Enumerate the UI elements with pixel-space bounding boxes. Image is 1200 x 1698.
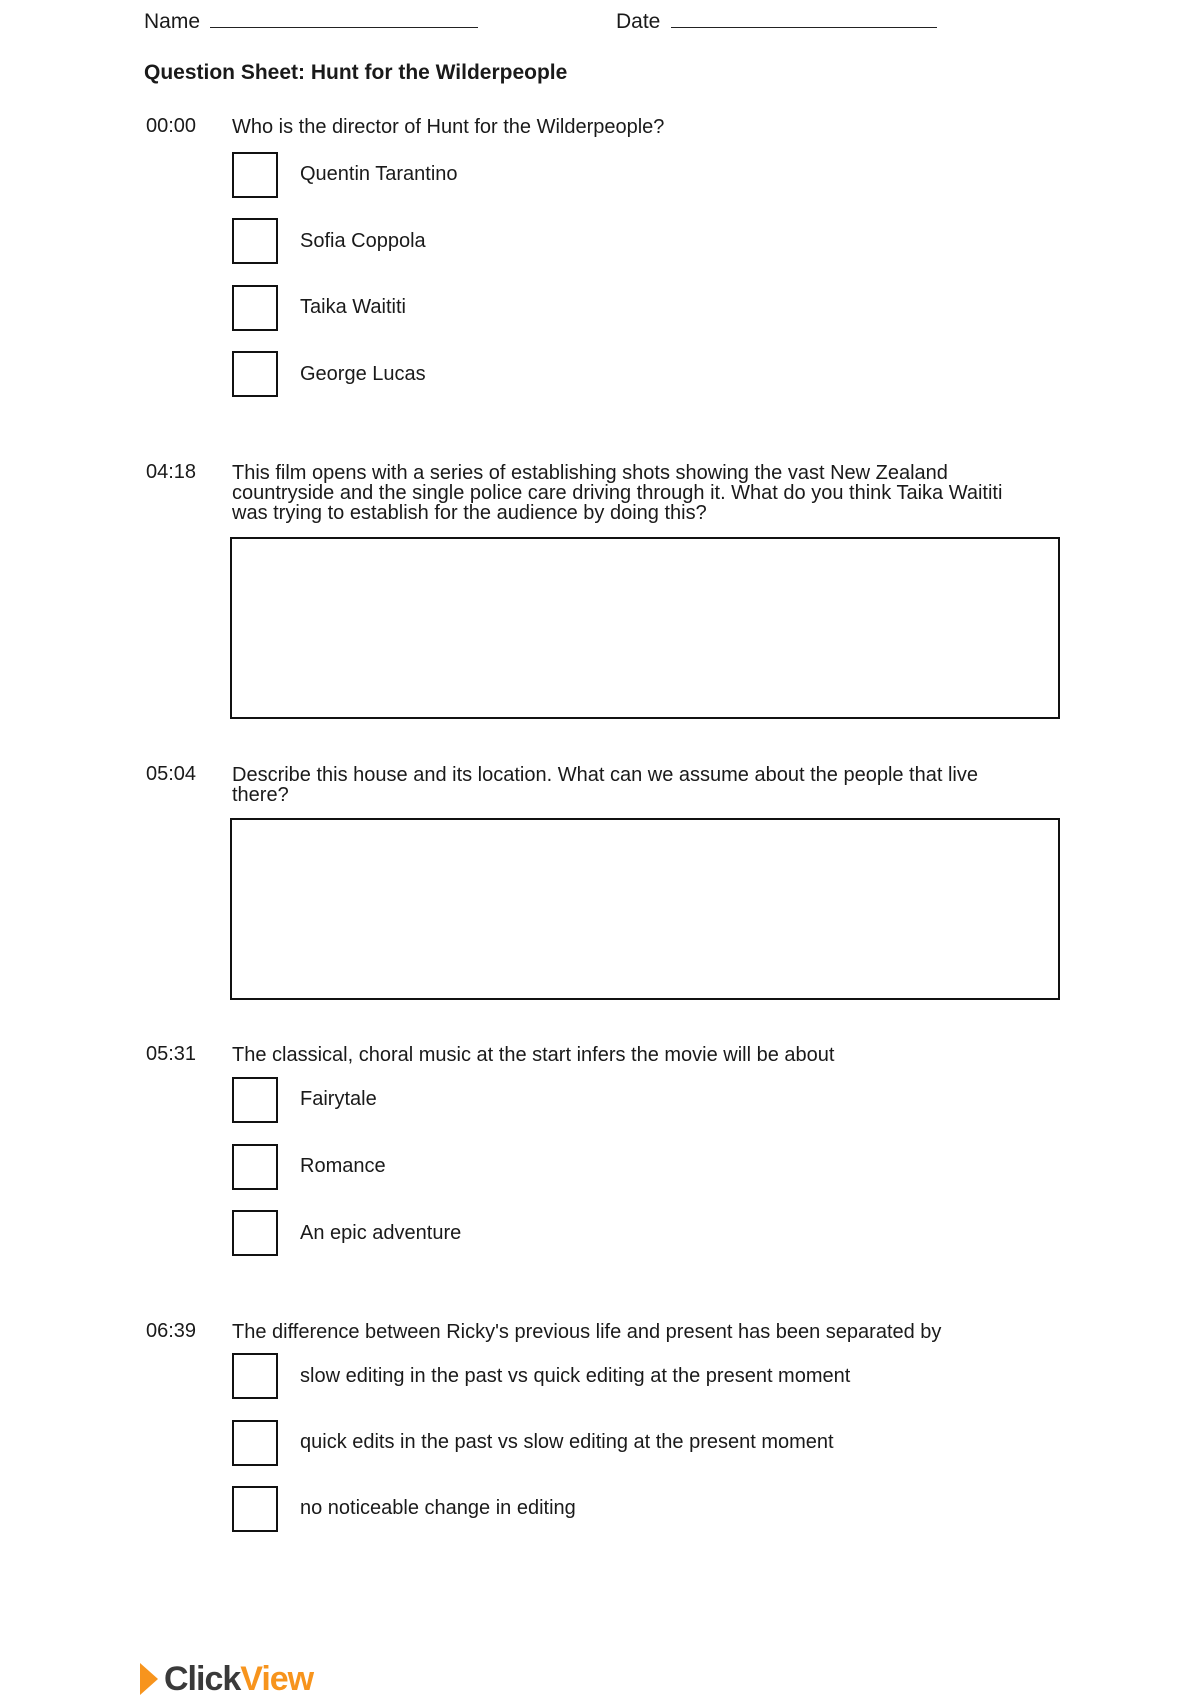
option-label: Sofia Coppola (300, 230, 426, 252)
option-label: Taika Waititi (300, 296, 406, 318)
name-line[interactable] (210, 26, 478, 28)
clickview-logo (140, 1662, 313, 1696)
option-label: George Lucas (300, 363, 426, 385)
logo-text-view: View (240, 1660, 314, 1698)
checkbox[interactable] (232, 351, 278, 397)
date-label: Date (616, 10, 661, 33)
question-line: there? (232, 784, 289, 806)
name-field[interactable] (144, 10, 478, 34)
checkbox[interactable] (232, 152, 278, 198)
checkbox[interactable] (232, 285, 278, 331)
question-line: countryside and the single police care driving through it. What do you think Taika Waititi (232, 482, 1003, 504)
question-text: The classical, choral music at the start infers the movie will be about (232, 1044, 835, 1066)
option-label: slow editing in the past vs quick editing at the present moment (300, 1365, 851, 1387)
question-text (232, 463, 1002, 523)
timestamp: 05:04 (146, 763, 197, 785)
play-triangle-icon (140, 1663, 158, 1695)
checkbox[interactable] (232, 1210, 278, 1256)
question-text: Who is the director of Hunt for the Wilderpeople? (232, 116, 665, 138)
name-label: Name (144, 10, 201, 33)
option-label: An epic adventure (300, 1222, 462, 1244)
answer-box[interactable] (230, 818, 1060, 1000)
question-line: Describe this house and its location. What can we assume about the people that live (232, 764, 978, 786)
checkbox[interactable] (232, 1353, 278, 1399)
option-label: quick edits in the past vs slow editing at the present moment (300, 1431, 834, 1453)
timestamp: 05:31 (146, 1043, 197, 1065)
answer-box[interactable] (230, 537, 1060, 719)
option-label: no noticeable change in editing (300, 1497, 576, 1519)
timestamp: 06:39 (146, 1320, 197, 1342)
checkbox[interactable] (232, 1420, 278, 1466)
checkbox[interactable] (232, 1486, 278, 1532)
question-text (232, 765, 978, 805)
page-title: Question Sheet: Hunt for the Wilderpeople (144, 61, 568, 84)
option-label: Quentin Tarantino (300, 163, 458, 185)
checkbox[interactable] (232, 1144, 278, 1190)
checkbox[interactable] (232, 218, 278, 264)
question-line: This film opens with a series of establishing shots showing the vast New Zealand (232, 462, 948, 484)
date-field[interactable] (616, 10, 937, 34)
option-label: Fairytale (300, 1088, 377, 1110)
logo-text-click: Click (164, 1660, 241, 1698)
question-text: The difference between Ricky's previous life and present has been separated by (232, 1321, 942, 1343)
timestamp: 00:00 (146, 115, 197, 137)
option-label: Romance (300, 1155, 386, 1177)
logo-text (164, 1662, 313, 1696)
timestamp: 04:18 (146, 461, 197, 483)
question-line: was trying to establish for the audience by doing this? (232, 502, 707, 524)
checkbox[interactable] (232, 1077, 278, 1123)
date-line[interactable] (671, 26, 937, 28)
